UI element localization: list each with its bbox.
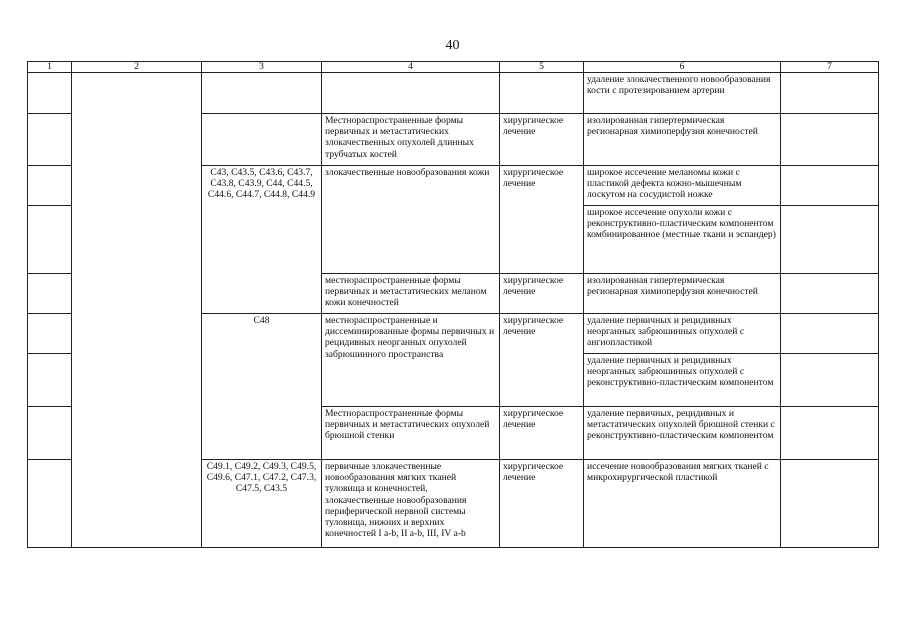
cell-col-7 <box>781 73 879 114</box>
cell-diagnosis: Местнораспространенные формы первичных и метастатических опухолей брюшной стенки <box>322 407 500 460</box>
cell-col-1 <box>28 354 72 407</box>
cell-diagnosis: злокачественные новообразования кожи <box>322 166 500 274</box>
treatment-table <box>27 61 879 548</box>
cell-treatment-type: хирургическое лечение <box>500 407 584 460</box>
cell-col-1 <box>28 206 72 274</box>
cell-treatment-method: удаление первичных и рецидивных неорганных забрюшинных опухолей с ангиопластикой <box>584 314 781 354</box>
header-row <box>28 62 879 73</box>
cell-col-1 <box>28 114 72 166</box>
cell-diagnosis: местнораспространенные формы первичных и метастатических меланом кожи конечностей <box>322 274 500 314</box>
cell-col-7 <box>781 114 879 166</box>
cell-col-3 <box>202 114 322 166</box>
cell-col-1 <box>28 166 72 206</box>
cell-treatment-method: широкое иссечение меланомы кожи с пластикой дефекта кожно-мышечным лоскутом на сосудистой ножке <box>584 166 781 206</box>
cell-treatment-method: изолированная гипертермическая регионарная химиоперфузия конечностей <box>584 274 781 314</box>
cell-col-5 <box>500 73 584 114</box>
cell-diagnosis: Местнораспространенные формы первичных и метастатических злокачественных опухолей длинных трубчатых костей <box>322 114 500 166</box>
header-col-3: 3 <box>202 62 322 73</box>
cell-treatment-type: хирургическое лечение <box>500 314 584 407</box>
header-col-5: 5 <box>500 62 584 73</box>
cell-treatment-method: удаление злокачественного новообразования кости с протезированием артерии <box>584 73 781 114</box>
cell-treatment-method: удаление первичных, рецидивных и метастатических опухолей брюшной стенки с реконструктивно-пластическим компонентом <box>584 407 781 460</box>
cell-col-7 <box>781 274 879 314</box>
header-col-6: 6 <box>584 62 781 73</box>
cell-col-1 <box>28 73 72 114</box>
cell-col-7 <box>781 407 879 460</box>
cell-icd-codes: C49.1, C49.2, C49.3, C49.5, C49.6, C47.1, C47.2, C47.3, C47.5, C43.5 <box>202 460 322 548</box>
cell-treatment-type: хирургическое лечение <box>500 274 584 314</box>
header-col-2: 2 <box>72 62 202 73</box>
cell-col-7 <box>781 354 879 407</box>
cell-treatment-type: хирургическое лечение <box>500 114 584 166</box>
cell-col-7 <box>781 314 879 354</box>
cell-treatment-method: изолированная гипертермическая регионарная химиоперфузия конечностей <box>584 114 781 166</box>
cell-col-7 <box>781 166 879 206</box>
table-row <box>28 73 879 114</box>
cell-col-1 <box>28 314 72 354</box>
cell-col-1 <box>28 274 72 314</box>
header-col-4: 4 <box>322 62 500 73</box>
header-col-1: 1 <box>28 62 72 73</box>
cell-treatment-method: широкое иссечение опухоли кожи с реконструктивно-пластическим компонентом комбинированное (местные ткани и эспандер) <box>584 206 781 274</box>
cell-col-7 <box>781 206 879 274</box>
cell-col-4 <box>322 73 500 114</box>
cell-treatment-type: хирургическое лечение <box>500 460 584 548</box>
cell-icd-codes: C43, C43.5, C43.6, C43.7, C43.8, C43.9, C44, C44.5, C44.6, C44.7, C44.8, C44.9 <box>202 166 322 314</box>
cell-col-7 <box>781 460 879 548</box>
cell-treatment-method: удаление первичных и рецидивных неорганных забрюшинных опухолей с реконструктивно-пластическим компонентом <box>584 354 781 407</box>
cell-col-1 <box>28 407 72 460</box>
cell-diagnosis: первичные злокачественные новообразования мягких тканей туловища и конечностей, злокачественные новообразования периферической нервной системы туловища, нижних и верхних конечностей I a-b, II a-b, III, IV a-b <box>322 460 500 548</box>
cell-treatment-type: хирургическое лечение <box>500 166 584 274</box>
header-col-7: 7 <box>781 62 879 73</box>
cell-treatment-method: иссечение новообразования мягких тканей с микрохирургической пластикой <box>584 460 781 548</box>
cell-icd-codes: C48 <box>202 314 322 460</box>
cell-col-2-span <box>72 73 202 548</box>
cell-col-3 <box>202 73 322 114</box>
cell-col-1 <box>28 460 72 548</box>
page-number: 40 <box>445 38 460 53</box>
cell-diagnosis: местнораспространенные и диссеминированные формы первичных и рецидивных неорганных опухолей забрюшинного пространства <box>322 314 500 407</box>
